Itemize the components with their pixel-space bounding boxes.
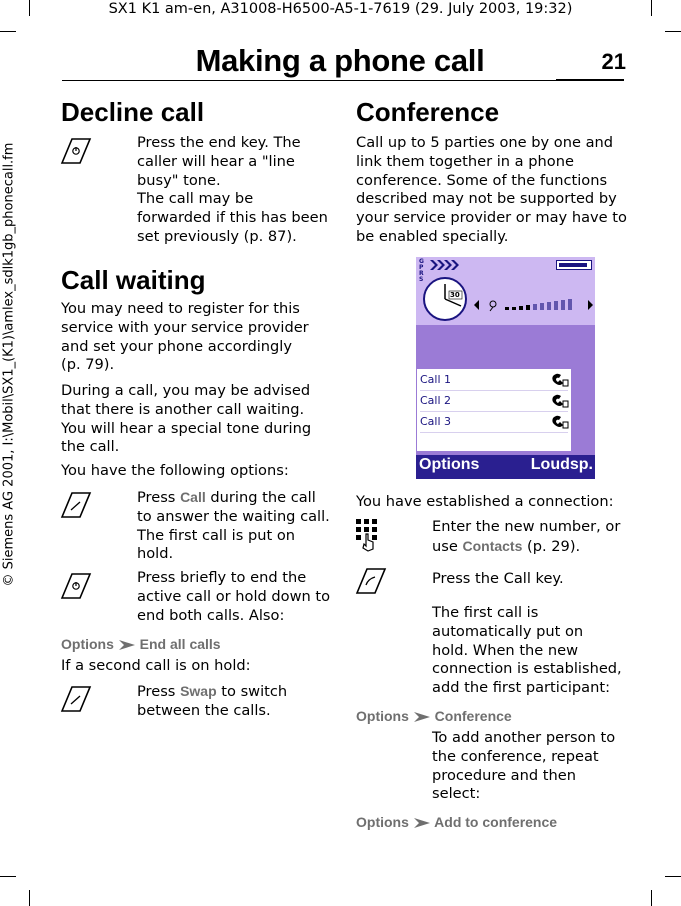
volume-bar-icon xyxy=(474,297,594,313)
menu-path-end-all: Options End all calls xyxy=(61,636,221,652)
softkey-swap: Swap xyxy=(180,683,217,699)
list-item[interactable]: Call 1 xyxy=(420,370,568,391)
step-first-hold: The first call is automatically put on hold. When the new connection is established, add the first participant: xyxy=(432,604,622,697)
call-hold-icon xyxy=(551,372,569,388)
side-copyright: © Siemens AG 2001, I:\Mobil\SX1_(K1)\amlex_sdlk1gb_phonecall.fm xyxy=(1,142,17,587)
menu-contacts: Contacts xyxy=(462,537,523,554)
call-hold-icon xyxy=(551,414,569,430)
decline-heading: Decline call xyxy=(61,97,205,127)
crop-mark xyxy=(0,31,16,32)
call-key-icon xyxy=(58,490,92,520)
softkey-call: Call xyxy=(180,489,206,505)
softkey-bar xyxy=(416,455,595,479)
crop-mark xyxy=(29,890,30,906)
header-rule-thin xyxy=(62,80,624,81)
conference-intro: Call up to 5 parties one by one and link them together in a phone conference. Some of the functions described may not be supported by your service provider or may have to be enabled specially. xyxy=(356,134,627,245)
list-item[interactable]: Call 3 xyxy=(420,412,568,433)
menu-path-add-conference: Options Add to conference xyxy=(356,814,558,830)
crop-mark xyxy=(0,876,16,877)
page-number: 21 xyxy=(601,49,626,74)
clock-date: 30 xyxy=(450,291,460,299)
running-header: SX1 K1 am-en, A31008-H6500-A5-1-7619 (29. July 2003, 19:32) xyxy=(108,1,573,17)
arrow-right-icon xyxy=(413,818,431,828)
call-key-icon xyxy=(58,684,92,714)
softkey-options[interactable]: Options xyxy=(419,456,480,473)
waiting-option-accept: Press Call during the call to answer the waiting call. The first call is put on hold. xyxy=(137,489,330,563)
end-key-icon xyxy=(58,571,92,601)
waiting-para2: During a call, you may be advised that there is another call waiting. You will hear a special tone during the call. xyxy=(61,382,312,456)
second-hold-text: If a second call is on hold: xyxy=(61,657,251,674)
call-list xyxy=(417,369,571,451)
call-key-icon xyxy=(353,566,387,596)
established-text: You have established a connection: xyxy=(356,493,614,510)
crop-mark xyxy=(665,876,681,877)
menu-path-conference: Options Conference xyxy=(356,708,512,724)
gprs-indicator: GPRS xyxy=(419,258,424,283)
page-title: Making a phone call xyxy=(195,43,485,78)
softkey-loudspeaker[interactable]: Loudsp. xyxy=(530,456,593,473)
waiting-heading: Call waiting xyxy=(61,265,206,295)
phone-display xyxy=(416,257,595,479)
crop-mark xyxy=(665,31,681,32)
call-hold-icon xyxy=(551,393,569,409)
waiting-intro: You may need to register for this service with your service provider and set your phone accordingly (p. 79). xyxy=(61,300,309,374)
step-press-call: Press the Call key. xyxy=(432,570,564,587)
signal-arrows-icon xyxy=(430,260,460,270)
end-key-icon xyxy=(58,136,92,166)
arrow-right-icon xyxy=(118,640,136,650)
battery-icon xyxy=(556,260,592,270)
waiting-option-swap: Press Swap to switch between the calls. xyxy=(137,683,288,719)
conference-heading: Conference xyxy=(356,97,500,127)
crop-mark xyxy=(651,890,652,906)
decline-text: Press the end key. The caller will hear a "line busy" tone. The call may be forwarded if this has been set previously (p. 87). xyxy=(137,134,328,245)
clock-icon xyxy=(421,276,469,322)
arrow-right-icon xyxy=(413,712,431,722)
keypad-icon xyxy=(355,518,385,552)
step-add-person: To add another person to the conference, repeat procedure and then select: xyxy=(432,729,616,803)
options-intro: You have the following options: xyxy=(61,462,289,479)
list-item[interactable]: Call 2 xyxy=(420,391,568,412)
step-enter-number: Enter the new number, or use Contacts (p. 29). xyxy=(432,518,621,555)
waiting-option-end: Press briefly to end the active call or hold down to end both calls. Also: xyxy=(137,569,331,624)
